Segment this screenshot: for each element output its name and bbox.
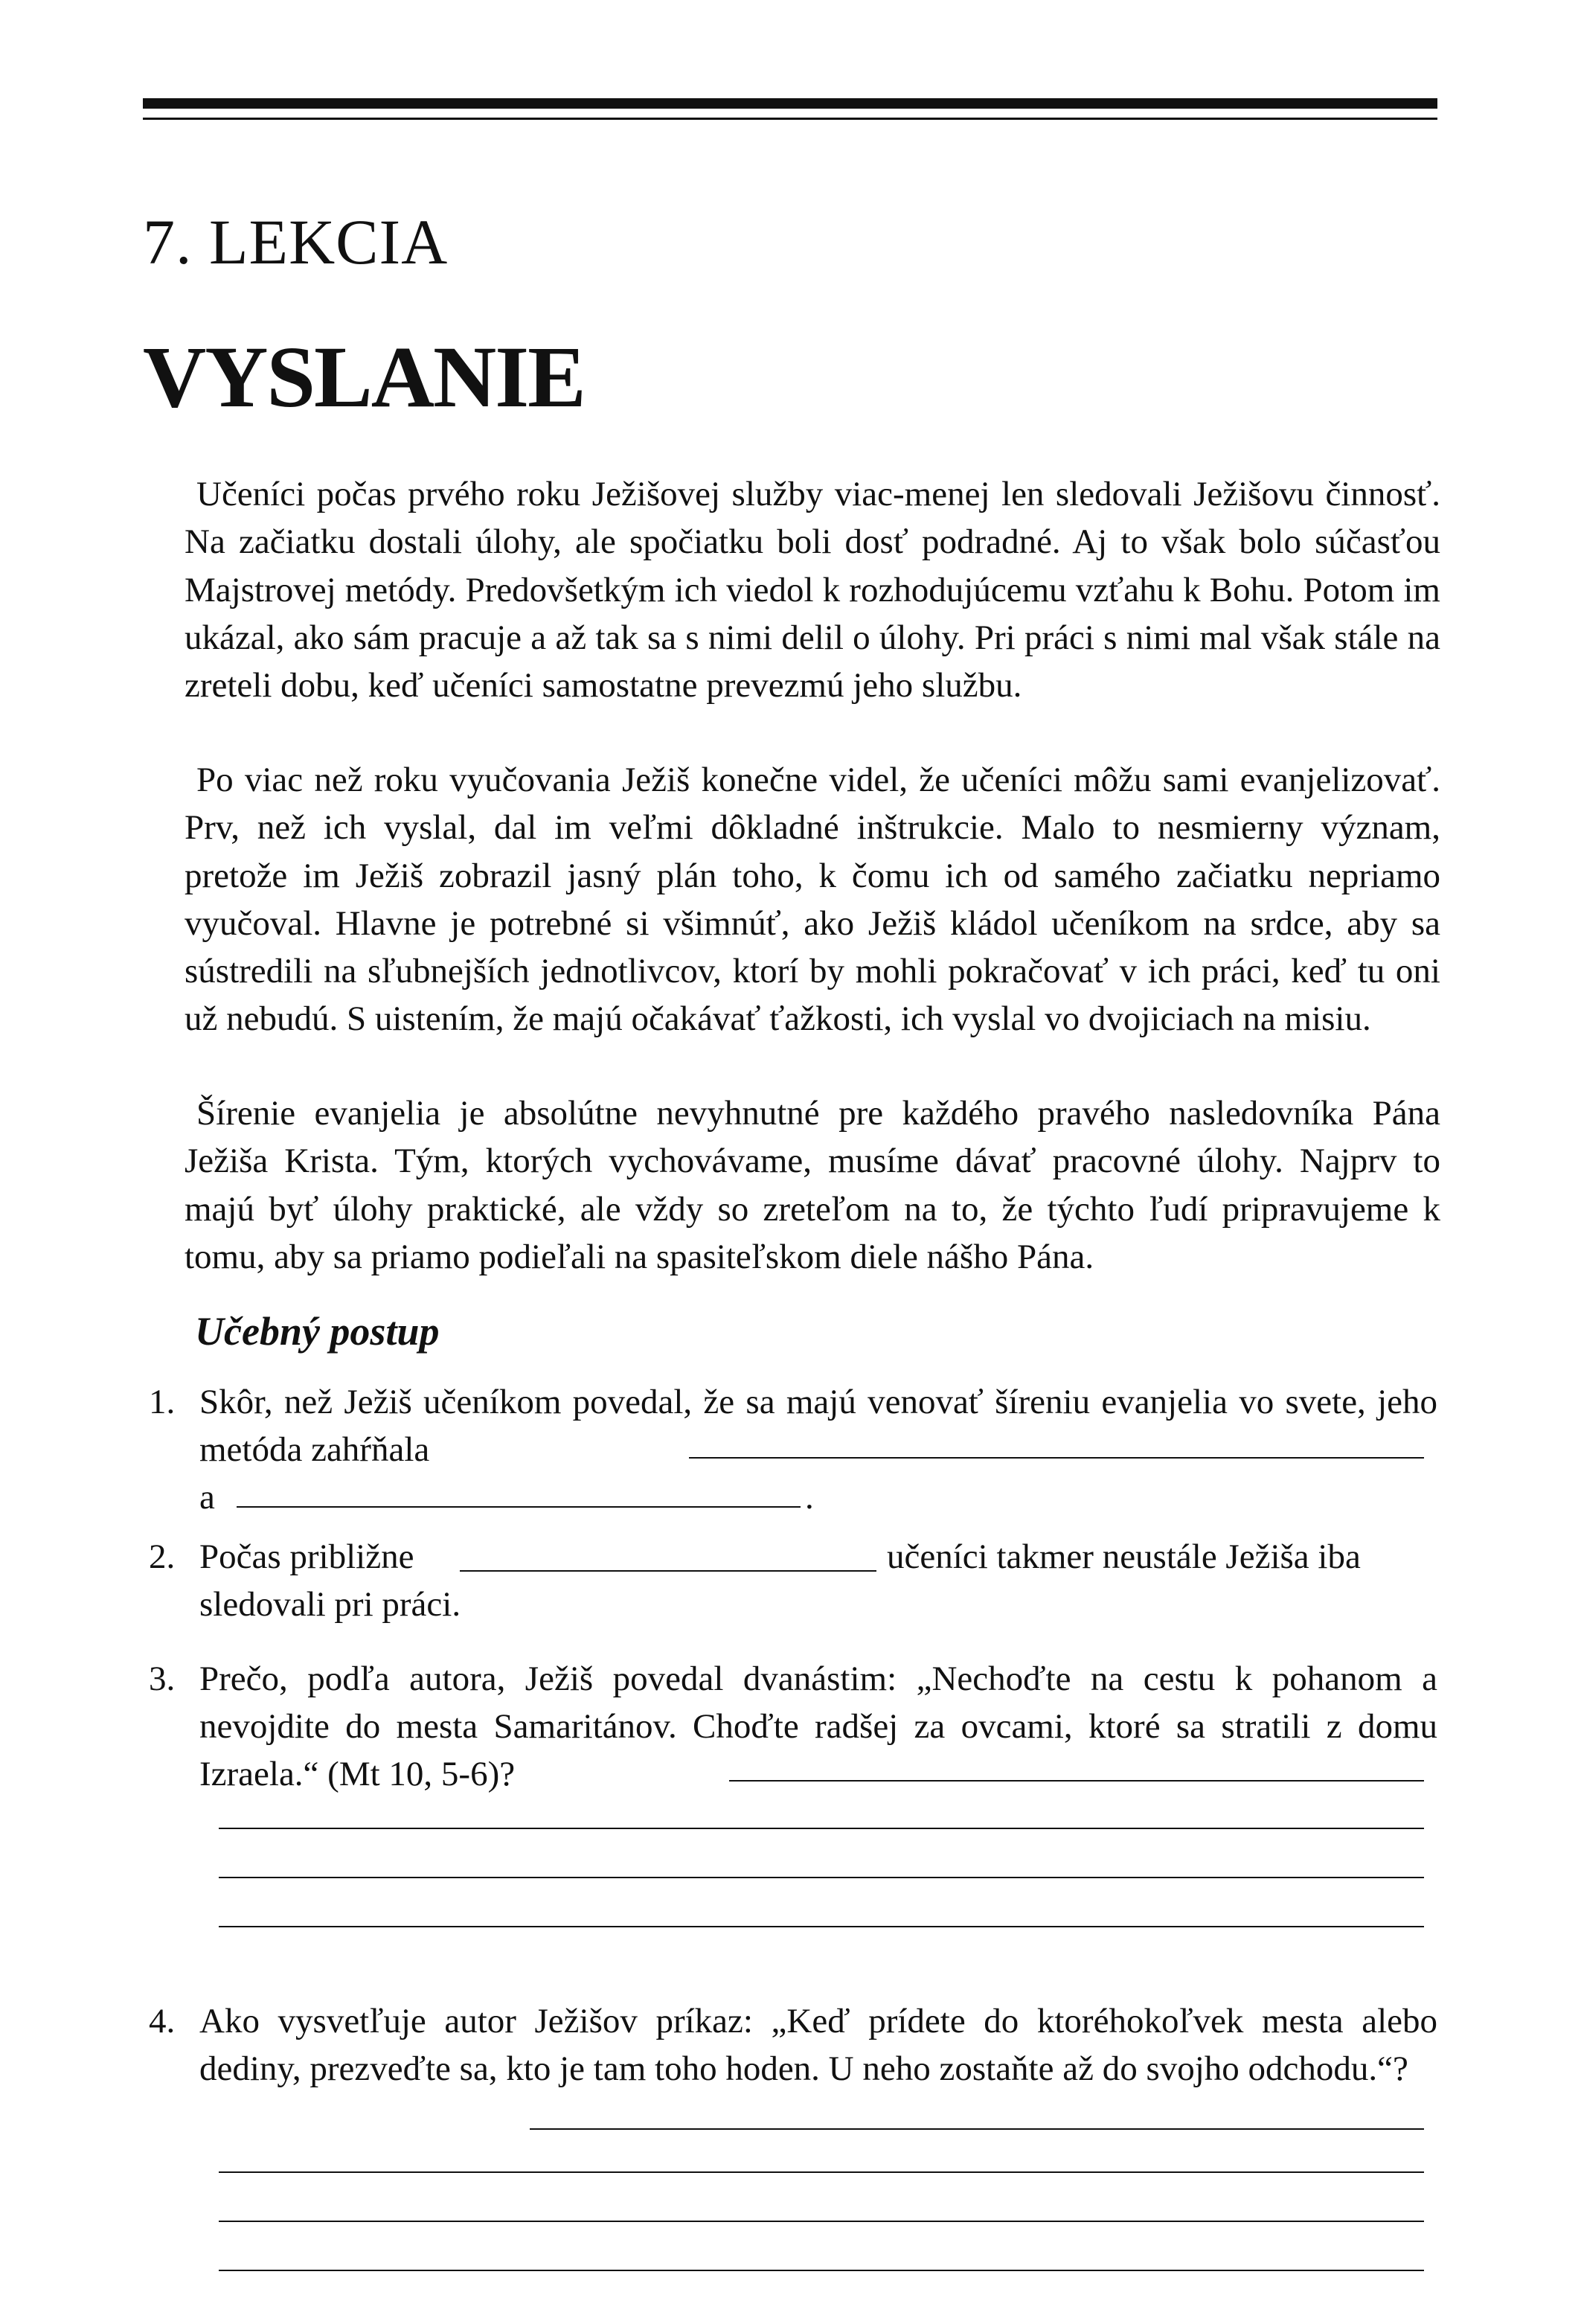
intro-paragraph-3: Šírenie evanjelia je absolútne nevyhnutné pre každého pravého nasledovníka Pána Ježiša Krista. Tým, ktorých vychovávame, musíme dávať pracovné úlohy. Najprv to majú byť úlohy praktické, ale vždy so zreteľom na to, že týchto ľudí pripravujeme k tomu, aby sa priamo podieľali na spasiteľskom diele nášho Pána. <box>185 1094 1440 1276</box>
question-3-text: Prečo, podľa autora, Ježiš povedal dvanástim: „Nechoďte na cestu k pohanom a nevojdite do mesta Samaritánov. Choďte radšej za ovcami, ktoré sa stratili z domu Izraela.“ (Mt 10, 5-6)? <box>199 1659 1437 1793</box>
question-4-answer-line-3[interactable] <box>219 2270 1424 2271</box>
question-1-answer-blank-1[interactable] <box>689 1457 1424 1459</box>
question-1-and-label: a <box>199 1478 215 1517</box>
lesson-number: 7. LEKCIA <box>143 206 449 278</box>
question-1-number: 1. <box>149 1383 176 1421</box>
question-3-number: 3. <box>149 1659 176 1698</box>
question-1-answer-blank-2[interactable] <box>237 1506 801 1508</box>
question-2-number: 2. <box>149 1537 176 1576</box>
question-4-text: Ako vysvetľuje autor Ježišov príkaz: „Keď prídete do ktoréhokoľvek mesta alebo dediny, prezveďte sa, kto je tam toho hoden. U neho zostaňte až do svojho odchodu.“? <box>199 2002 1437 2088</box>
question-4-answer-line-1[interactable] <box>219 2171 1424 2173</box>
lesson-title: VYSLANIE <box>143 328 585 426</box>
question-4-number: 4. <box>149 2002 176 2040</box>
question-4-answer-line-2[interactable] <box>219 2221 1424 2222</box>
question-3-answer-line-1[interactable] <box>219 1828 1424 1829</box>
question-3-answer-line-3[interactable] <box>219 1926 1424 1927</box>
intro-paragraph-2: Po viac než roku vyučovania Ježiš konečne videl, že učeníci môžu sami evanjelizovať. Prv, než ich vyslal, dal im veľmi dôkladné inštrukcie. Malo to nesmierny význam, pretože im Ježiš zobrazil jasný plán toho, k čomu ich od samého začiatku nepriamo vyučoval. Hlavne je potrebné si všimnúť, ako Ježiš kládol učeníkom na srdce, aby sa sústredili na sľubnejších jednotlivcov, ktorí by mohli pokračovať v ich práci, keď tu oni už nebudú. S uistením, že majú očakávať ťažkosti, ich vyslal vo dvojiciach na misiu. <box>185 761 1440 1039</box>
question-2-text-mid: učeníci takmer neustále Ježiša iba <box>887 1537 1361 1576</box>
intro-paragraph-1: Učeníci počas prvého roku Ježišovej služby viac-menej len sledovali Ježišovu činnosť. Na začiatku dostali úlohy, ale spočiatku boli dosť podradné. Aj to však bolo súčasťou Majstrovej metódy. Predovšetkým ich viedol k rozhodujúcemu vzťahu k Bohu. Potom im ukázal, ako sám pracuje a až tak sa s nimi delil o úlohy. Pri práci s nimi mal však stále na zreteli dobu, keď učeníci samostatne prevezmú jeho službu. <box>185 475 1440 705</box>
section-heading: Učebný postup <box>195 1309 440 1354</box>
question-2-answer-blank[interactable] <box>460 1570 876 1572</box>
question-1-period: . <box>805 1478 814 1517</box>
question-2-text-start: Počas približne <box>199 1537 414 1576</box>
header-rule-thick <box>143 98 1437 109</box>
question-3-answer-line-2[interactable] <box>219 1877 1424 1878</box>
question-2-text-end: sledovali pri práci. <box>199 1585 461 1624</box>
header-rule-thin <box>143 118 1437 120</box>
question-4-answer-blank-inline[interactable] <box>530 2128 1424 2130</box>
question-3-answer-blank-inline[interactable] <box>729 1780 1424 1782</box>
question-1-text: Skôr, než Ježiš učeníkom povedal, že sa majú venovať šíreniu evanjelia vo svete, jeho metóda zahŕňala <box>199 1383 1437 1469</box>
